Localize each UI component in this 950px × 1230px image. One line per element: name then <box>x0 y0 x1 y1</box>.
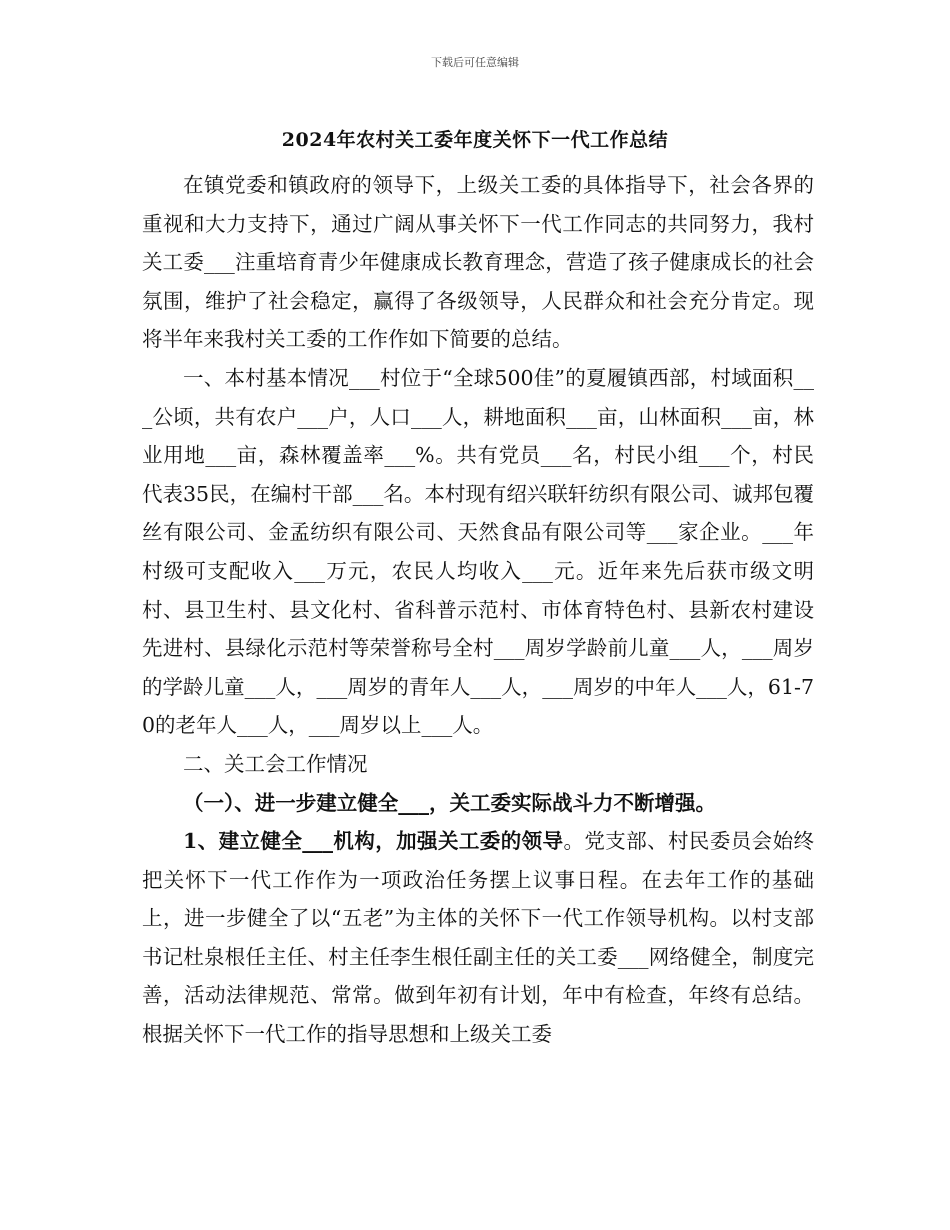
section-2-heading: 二、关工会工作情况 <box>183 751 368 776</box>
section-1-paragraph: 一、本村基本情况___村位于“全球500佳”的夏履镇西部，村域面积___公顷，共有农户___户，人口___人，耕地面积___亩，山林面积___亩，林业用地___亩，森林覆盖率___%。共有党员___名，村民小组___个，村民代表35民，在编村干部___名。本村现有绍兴联轩纺织有限公司、诚邦包覆丝有限公司、金孟纺织有限公司、天然食品有限公司等___家企业。___年村级可支配收入___万元，农民人均收入___元。近年来先后获市级文明村、县卫生村、县文化村、省科普示范村、市体育特色村、县新农村建设先进村、县绿化示范村等荣誉称号全村___周岁学龄前儿童___人，___周岁的学龄儿童___人，___周岁的青年人___人，___周岁的中年人___人，61-70的老年人___人，___周岁以上___人。 <box>142 365 814 738</box>
item-1-paragraph <box>142 822 814 1054</box>
document-body <box>142 166 814 1054</box>
item-1-text: 。党支部、村民委员会始终把关怀下一代工作作为一项政治任务摆上议事日程。在去年工作的基础上，进一步健全了以“五老”为主体的关怀下一代工作领导机构。以村支部书记杜泉根任主任、村主任李生根任副主任的关工委___网络健全，制度完善，活动法律规范、常常。做到年初有计划，年中有检查，年终有总结。根据关怀下一代工作的指导思想和上级关工委 <box>142 829 814 1047</box>
header-note: 下载后可任意编辑 <box>431 56 519 69</box>
item-1-lead: 1、建立健全___机构，加强关工委的领导 <box>183 829 564 854</box>
document-title: 2024年农村关工委年度关怀下一代工作总结 <box>281 129 669 151</box>
intro-paragraph: 在镇党委和镇政府的领导下，上级关工委的具体指导下，社会各界的重视和大力支持下，通过广阔从事关怀下一代工作同志的共同努力，我村关工委___注重培育青少年健康成长教育理念，营造了孩子健康成长的社会氛围，维护了社会稳定，赢得了各级领导，人民群众和社会充分肯定。现将半年来我村关工委的工作作如下简要的总结。 <box>142 173 814 352</box>
subsection-1-heading: （一）、进一步建立健全___，关工委实际战斗力不断增强。 <box>183 790 716 815</box>
